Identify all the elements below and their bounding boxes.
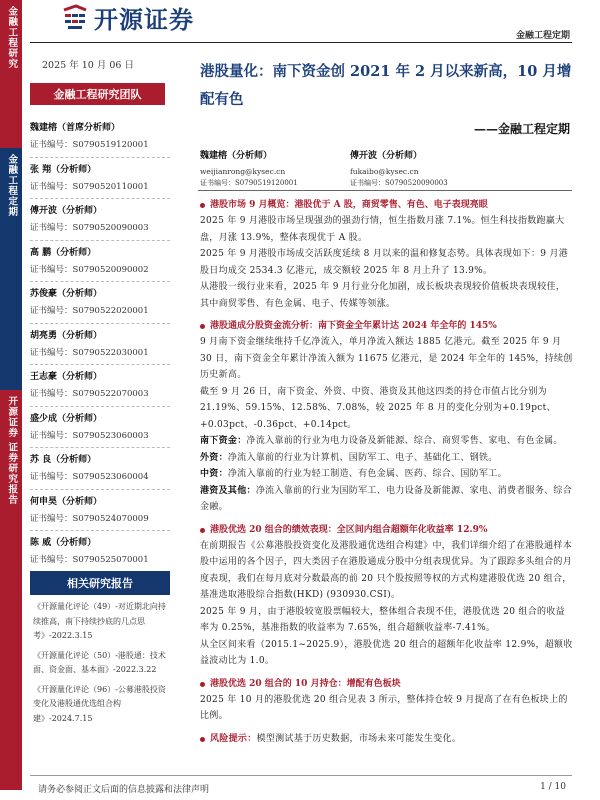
paragraph: 2025 年 10 月的港股优选 20 组合见表 3 所示，整体持仓较 9 月提高了在有色板块上的比例。: [200, 694, 568, 721]
analyst-item: [30, 118, 170, 158]
analyst-name: 盛少成（分析师）: [30, 413, 103, 424]
paragraph-label: 港资及其他：: [200, 485, 256, 496]
paragraph: [200, 466, 574, 483]
analyst-cert: 证书编号：S0790520110001: [30, 181, 149, 192]
analyst-cert: 证书编号：S0790522070003: [30, 389, 149, 399]
author-name: 魏建榕（分析师）: [200, 151, 273, 161]
paragraph: [200, 450, 574, 467]
analyst-name: 魏建榕（首席分析师）: [30, 123, 121, 133]
risk-label: 风险提示：: [210, 733, 257, 744]
analyst-cert: 证书编号：S0790524070009: [30, 513, 149, 524]
sidebar-label-top: 金融工程研究: [6, 6, 18, 69]
bullet-icon: [200, 737, 205, 742]
analyst-cert: 证书编号：S0790522030001: [30, 347, 149, 358]
analyst-cert: 证书编号：S0790520090003: [30, 223, 149, 233]
paragraph-label: 外资：: [200, 452, 228, 463]
analyst-item: [30, 533, 170, 572]
analyst-name: 王志豪（分析师）: [30, 372, 103, 382]
paragraph-label: 中资：: [200, 469, 228, 479]
author-cert: 证书编号：S0790520090003: [350, 179, 448, 187]
report-title: 港股量化：南下资金创 2021 年 2 月以来新高，10 月增配有色: [200, 63, 572, 108]
analyst-item: [30, 326, 170, 366]
author-item: [200, 148, 350, 188]
risk-text: 模型测试基于历史数据，市场未来可能发生变化。: [256, 733, 462, 744]
paragraph: 2025 年 9 月，由于港股较宽股票幅较大，整体组合表现不佳，港股优选 20 组合的收益率为 0.25%，基准指数的收益率为 7.65%，组合超额收益率-7.41%。: [200, 606, 565, 633]
analyst-list: [30, 118, 170, 574]
report-subtitle: ——金融工程定期: [473, 122, 570, 136]
report-series-label: 金融工程定期: [515, 31, 570, 41]
analyst-cert: 证书编号：S0790523060003: [30, 430, 149, 441]
report-date: 2025 年 10 月 06 日: [42, 60, 134, 71]
paragraph: 从全区间来看（2015.1~2025.9），港股优选 20 组合的超额年化收益率 12.9%，超额收益波动比为 1.0。: [200, 639, 573, 666]
report-body: [200, 196, 574, 747]
company-logo: [62, 2, 194, 32]
analyst-item: [30, 450, 170, 490]
paragraph: 截至 9 月 26 日，南下资金、外资、中资、港资及其他这四类的持仓市值占比分别为 21.19%、59.15%、12.58%、7.08%，较 2025 年 8 月的变化分别为+0.19pct、+0.03pct、-0.36pct、+0.14pct。: [200, 386, 556, 430]
analyst-name: 张 翔（分析师）: [30, 164, 97, 175]
author-item: [350, 148, 500, 188]
author-name: 傅开波（分析师）: [350, 151, 423, 161]
sidebar-label-bottom: 开源证券 证券研究报告: [6, 396, 18, 506]
sidebar-label-middle: 金融工程定期: [6, 154, 18, 217]
author-email[interactable]: fukaibo@kysec.cn: [350, 167, 419, 176]
paragraph-text: 净流入靠前的行业为计算机、国防军工、电子、基础化工、钢铁。: [227, 452, 498, 463]
paragraph: [200, 483, 574, 516]
analyst-name: 傅开波（分析师）: [30, 206, 103, 216]
related-reports-title: 相关研究报告: [30, 571, 170, 595]
analyst-cert: 证书编号：S0790522020001: [30, 306, 149, 316]
analyst-name: 陈 威（分析师）: [30, 538, 97, 548]
analyst-cert: 证书编号：S0790523060004: [30, 472, 149, 482]
sidebar-band-middle: [0, 148, 22, 390]
author-email[interactable]: weijianrong@kysec.cn: [200, 167, 286, 176]
paragraph: 在前期报告《公募港股投资变化及港股通优选组合构建》中，我们详细介绍了在港股通样本股中运用的各个因子，四大类因子在港股通成分股中分组表现优异。为了跟踪多头组合的月度表现，我们在每月底对分数最高的前 20 只个股按照等权的方式构建港股优选 20 组合，基准选取港股综合指数(HKD) (930930.CSI)。: [200, 540, 573, 600]
sidebar-band-top: [0, 0, 22, 148]
footer-divider: [30, 775, 572, 776]
paragraph: 2025 年 9 月港股市场成交活跃度延续 8 月以来的温和修复态势。具体表现如下：9 月港股日均成交 2534.3 亿港元，成交额较 2025 年 8 月上升了 13.9%。: [200, 249, 569, 276]
analyst-name: 苏俊豪（分析师）: [30, 289, 103, 299]
section-heading: 港股通成分股资金流分析：南下资金全年累计达 2024 年全年的 145%: [200, 318, 574, 334]
paragraph-text: 净流入靠前的行业为电力设备及新能源、综合、商贸零售、家电、有色金属。: [246, 436, 563, 446]
authors-divider: [198, 190, 572, 191]
related-report-link[interactable]: 《开源量化评论（50）-港股通：技术面、资金面、基本面》-2022.3.22: [33, 650, 166, 674]
analyst-item: [30, 492, 170, 532]
analyst-cert: 证书编号：S0790519120001: [30, 140, 149, 150]
author-cert: 证书编号：S0790519120001: [200, 179, 298, 187]
analyst-name: 高 鹏（分析师）: [30, 247, 97, 258]
analyst-item: [30, 160, 170, 200]
paragraph: 2025 年 9 月港股市场呈现强劲的强劲行情，恒生指数月涨 7.1%。恒生科技指数跑赢大盘，月涨 13.9%，整体表现优于 A 股。: [200, 216, 565, 243]
author-block: [200, 148, 580, 188]
section-heading: 港股市场 9 月概览：港股优于 A 股，商贸零售、有色、电子表现亮眼: [200, 197, 574, 213]
page-number: 1 / 10: [540, 782, 566, 792]
logo-text: 开源证券: [94, 5, 194, 34]
paragraph-text: 净流入靠前的行业为国防军工、电力设备及新能源、家电、消费者服务、综合金融。: [200, 485, 573, 512]
related-report-link[interactable]: 《开源量化评论（96）-公募港股投资变化及港股通优选组合构建》-2024.7.15: [33, 684, 166, 723]
sidebar-band-bottom: [0, 390, 22, 790]
paragraph: 从港股一级行业来看，2025 年 9 月行业分化加剧，成长板块表现较价值板块表现较佳，其中商贸零售、有色金属、电子、传媒等领涨。: [200, 282, 566, 309]
paragraph-text: 净流入靠前的行业为轻工制造、有色金属、医药、综合、国防军工。: [227, 469, 507, 479]
analyst-cert: 证书编号：S0790525070001: [30, 555, 149, 565]
team-title: 金融工程研究团队: [30, 83, 165, 105]
section-heading: 港股优选 20 组合的绩效表现：全区间内组合超额年化收益率 12.9%: [200, 522, 574, 538]
related-reports-list: [33, 600, 173, 731]
paragraph: 9 月南下资金继续维持千亿净流入，单月净流入额达 1885 亿港元。截至 2025 年 9 月 30 日，南下资金全年累计净流入额为 11675 亿港元，是 2024 年全年的 145%，持续创历史新高。: [200, 337, 573, 380]
analyst-item: [30, 367, 170, 407]
analyst-name: 胡亮勇（分析师）: [30, 330, 103, 341]
analyst-name: 何申昊（分析师）: [30, 496, 103, 507]
footer-disclaimer: 请务必参阅正文后面的信息披露和法律声明: [38, 785, 210, 795]
risk-warning: [200, 731, 574, 748]
section-heading: 港股优选 20 组合的 10 月持仓：增配有色板块: [200, 676, 574, 692]
analyst-cert: 证书编号：S0790520090002: [30, 264, 149, 275]
analyst-item: [30, 243, 170, 283]
related-report-link[interactable]: 《开源量化评论（49）-对近期北向持续推高，南下持续抄底的几点思考》-2022.3.15: [33, 602, 166, 640]
analyst-item: [30, 201, 170, 241]
analyst-name: 苏 良（分析师）: [30, 455, 97, 465]
paragraph: [200, 433, 574, 450]
paragraph-label: 南下资金：: [200, 436, 247, 446]
header-divider: [30, 42, 572, 43]
analyst-item: [30, 284, 170, 324]
open-source-logo-icon: [62, 4, 88, 30]
analyst-item: [30, 409, 170, 449]
